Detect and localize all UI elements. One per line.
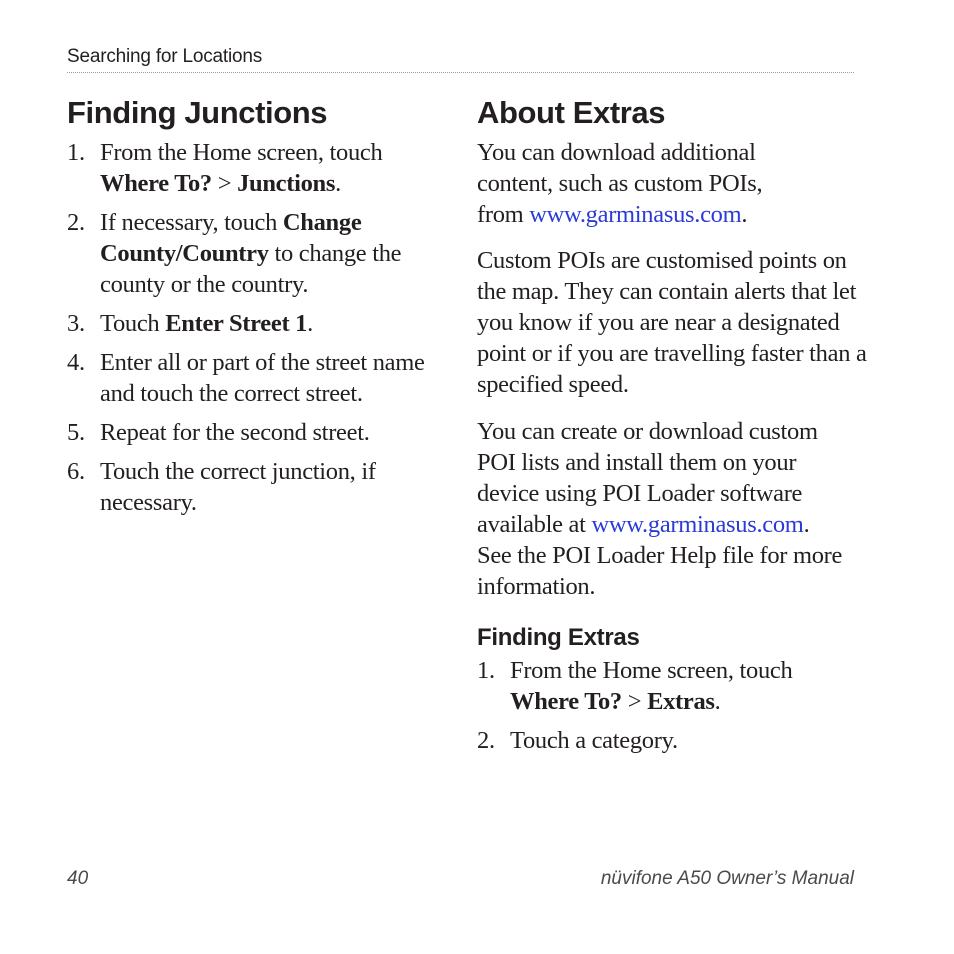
junction-steps-list bbox=[67, 137, 437, 526]
paragraph-text-tail: . See the POI Loader Help file for more information. bbox=[477, 511, 843, 600]
garmin-website-link[interactable]: www.garminasus.com bbox=[591, 511, 804, 538]
step-text: Touch bbox=[100, 310, 166, 337]
change-county-label: Change County/Country bbox=[100, 209, 362, 267]
list-item bbox=[67, 308, 437, 339]
list-item bbox=[67, 347, 437, 409]
finding-junctions-heading: Finding Junctions bbox=[67, 95, 328, 130]
list-item bbox=[477, 655, 810, 717]
step-number: 2. bbox=[67, 209, 85, 236]
step-text: From the Home screen, touch bbox=[100, 139, 383, 166]
step-text: Repeat for the second street. bbox=[100, 419, 370, 446]
list-item bbox=[477, 725, 857, 756]
step-text: If necessary, touch bbox=[100, 209, 283, 236]
paragraph-text: You can create or download custom POI lists and install them on your device using POI Loader software available at bbox=[477, 418, 818, 538]
manual-title: nüvifone A50 Owner’s Manual bbox=[600, 868, 854, 889]
where-to-label: Where To? bbox=[100, 170, 212, 197]
junctions-label: Junctions bbox=[237, 170, 336, 197]
step-number: 4. bbox=[67, 349, 85, 376]
step-number: 2. bbox=[477, 727, 495, 754]
list-item bbox=[67, 137, 437, 199]
running-header: Searching for Locations bbox=[67, 46, 263, 67]
enter-street-label: Enter Street 1 bbox=[165, 310, 308, 337]
period: . bbox=[307, 310, 313, 337]
extras-intro-paragraph bbox=[477, 137, 777, 230]
step-number: 3. bbox=[67, 310, 85, 337]
where-to-label: Where To? bbox=[510, 688, 622, 715]
step-text: Enter all or part of the street name and touch the correct street. bbox=[100, 349, 425, 407]
step-text: Touch a category. bbox=[510, 727, 678, 754]
step-number: 6. bbox=[67, 458, 85, 485]
list-item bbox=[67, 456, 400, 518]
separator: > bbox=[621, 688, 648, 715]
step-text: From the Home screen, touch bbox=[510, 657, 793, 684]
extras-steps-list bbox=[477, 655, 857, 764]
garmin-website-link[interactable]: www.garminasus.com bbox=[529, 201, 742, 228]
list-item bbox=[67, 207, 437, 300]
finding-extras-subheading: Finding Extras bbox=[477, 624, 640, 651]
list-item bbox=[67, 417, 437, 448]
step-text-tail: to change the county or the country. bbox=[100, 240, 402, 298]
about-extras-heading: About Extras bbox=[477, 95, 666, 130]
step-number: 1. bbox=[67, 139, 85, 166]
step-text: Touch the correct junction, if necessary. bbox=[100, 458, 376, 516]
step-number: 1. bbox=[477, 657, 495, 684]
period: . bbox=[741, 201, 748, 228]
paragraph-text: You can download additional content, such as custom POIs, from bbox=[477, 139, 763, 228]
header-divider bbox=[67, 72, 854, 73]
poi-loader-paragraph bbox=[477, 416, 847, 602]
period: . bbox=[335, 170, 341, 197]
separator: > bbox=[211, 170, 238, 197]
step-number: 5. bbox=[67, 419, 85, 446]
extras-label: Extras bbox=[647, 688, 715, 715]
period: . bbox=[714, 688, 721, 715]
custom-pois-paragraph: Custom POIs are customised points on the map. They can contain alerts that let you know if you are near a designated point or if you are travelling faster than a specified speed. bbox=[477, 247, 867, 398]
page-number: 40 bbox=[67, 868, 89, 889]
